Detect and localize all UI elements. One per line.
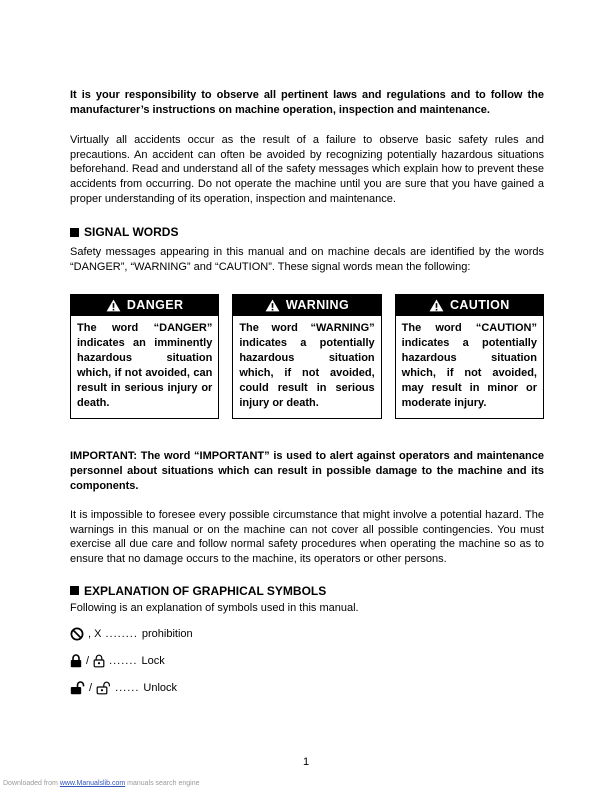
section-bullet-icon <box>70 586 79 595</box>
signal-words-heading <box>70 225 544 239</box>
prohibition-icon <box>70 627 84 641</box>
graphical-symbols-heading <box>70 584 544 598</box>
signal-words-heading-label: SIGNAL WORDS <box>84 225 179 240</box>
footer-prefix: Downloaded from <box>3 780 60 787</box>
unlock-separator: / <box>89 682 93 695</box>
manualslib-link[interactable]: www.Manualslib.com <box>59 780 126 787</box>
lock-label: Lock <box>141 655 165 668</box>
responsibility-paragraph: It is your responsibility to observe all pertinent laws and regulations and to follow the manufacturer’s instructions on machine operation, inspection and maintenance. <box>70 89 544 116</box>
danger-label: DANGER <box>126 298 184 313</box>
download-footer <box>3 780 200 787</box>
prohibition-extra: , X <box>88 628 102 641</box>
warning-triangle-icon <box>265 299 280 312</box>
lock-row <box>70 654 544 668</box>
unlock-filled-icon <box>70 681 85 695</box>
danger-box <box>70 294 219 419</box>
caution-label: CAUTION <box>449 298 510 313</box>
caution-box <box>395 294 544 419</box>
unlock-outline-icon <box>96 681 111 695</box>
lock-separator: / <box>86 655 90 668</box>
graphical-symbols-intro: Following is an explanation of symbols used in this manual. <box>70 601 359 614</box>
lock-outline-icon <box>93 654 105 668</box>
page-number: 1 <box>302 756 310 768</box>
lock-dots: ....... <box>109 655 138 668</box>
page-content <box>70 88 544 708</box>
footer-suffix: manuals search engine <box>125 780 200 787</box>
danger-body-text: The word “DANGER” indicates an imminently hazardous situation which, if not avoided, can result in serious injury or death. <box>70 316 219 419</box>
danger-box-header <box>70 294 219 316</box>
foresee-paragraph: It is impossible to foresee every possible circumstance that might involve a potential hazard. The warnings in this manual or on the machine can not cover all possible contingencies. You must exercise all due care and follow normal safety procedures when operating the machine so as to ensure that no damage occurs to the machine, its operators or other persons. <box>70 509 544 565</box>
caution-body-text: The word “CAUTION” indicates a potentially hazardous situation which, if not avoided, may result in minor or moderate injury. <box>395 316 544 419</box>
section-bullet-icon <box>70 228 79 237</box>
caution-box-header <box>395 294 544 316</box>
important-paragraph: IMPORTANT: The word “IMPORTANT” is used to alert against operators and maintenance personnel about situations which can result in possible damage to the machine and its components. <box>70 450 544 492</box>
prohibition-label: prohibition <box>141 628 193 641</box>
accidents-paragraph: Virtually all accidents occur as the result of a failure to observe basic safety rules and precautions. An accident can often be avoided by recognizing potentially hazardous situations beforehand. Read and understand all of the safety messages which explain how to prevent these accidents from occurring. Do not operate the machine until you are sure that you have gained a proper understanding of its operation, inspection and maintenance. <box>70 134 544 205</box>
warning-body-text: The word “WARNING” indicates a potentially hazardous situation which, if not avoided, could result in serious injury or death. <box>232 316 381 419</box>
unlock-label: Unlock <box>143 682 178 695</box>
prohibition-dots: ........ <box>105 628 138 641</box>
signal-word-boxes <box>70 294 544 419</box>
warning-box <box>232 294 381 419</box>
graphical-symbols-heading-label: EXPLANATION OF GRAPHICAL SYMBOLS <box>84 583 327 598</box>
prohibition-row <box>70 627 544 641</box>
warning-triangle-icon <box>106 299 121 312</box>
signal-words-intro: Safety messages appearing in this manual and on machine decals are identified by the words “DANGER”, “WARNING” and “CAUTION”. These signal words mean the following: <box>70 246 544 273</box>
unlock-dots: ...... <box>115 682 140 695</box>
warning-label: WARNING <box>285 298 350 313</box>
warning-box-header <box>232 294 381 316</box>
lock-filled-icon <box>70 654 82 668</box>
warning-triangle-icon <box>429 299 444 312</box>
unlock-row <box>70 681 544 695</box>
